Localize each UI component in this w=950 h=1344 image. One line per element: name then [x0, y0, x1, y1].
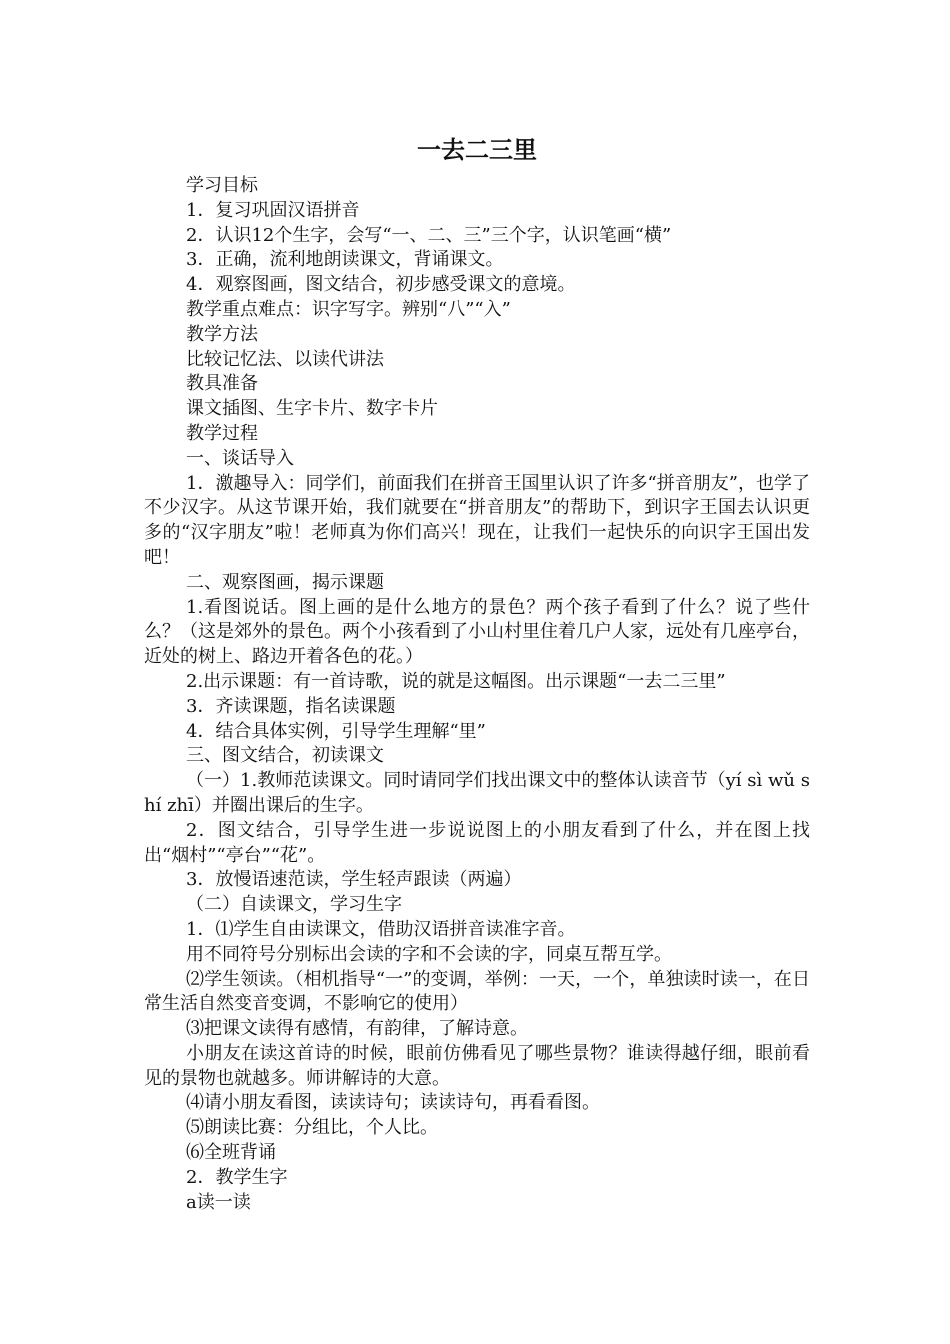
- paragraph: 三、图文结合，初读课文: [186, 745, 384, 767]
- paragraph: 教学重点难点：识字写字。辨别“八”“入”: [186, 298, 511, 320]
- paragraph: 1．复习巩固汉语拼音: [186, 199, 360, 221]
- paragraph: 3．放慢语速范读，学生轻声跟读（两遍）: [186, 869, 522, 891]
- paragraph: 4．观察图画，图文结合，初步感受课文的意境。: [186, 274, 576, 296]
- document-title: 一去二三里: [417, 135, 537, 164]
- paragraph: 4．结合具体实例，引导学生理解“里”: [186, 720, 486, 742]
- paragraph: 3．齐读课题，指名读课题: [186, 695, 396, 717]
- paragraph: 用不同符号分别标出会读的字和不会读的字，同桌互帮互学。: [186, 943, 672, 965]
- paragraph: 教学过程: [186, 422, 258, 444]
- paragraph: 小朋友在读这首诗的时候，眼前仿佛看见了哪些景物？谁读得越仔细，眼前看见的景物也就越多。师讲解诗的大意。: [144, 1042, 810, 1089]
- paragraph: 比较记忆法、以读代讲法: [186, 348, 384, 370]
- paragraph: 1．⑴学生自由读课文，借助汉语拼音读准字音。: [186, 918, 576, 940]
- paragraph: 3．正确，流利地朗读课文，背诵课文。: [186, 249, 504, 271]
- paragraph: 2．认识12个生字，会写“一、二、三”三个字，认识笔画“横”: [186, 224, 672, 246]
- paragraph: （一）1.教师范读课文。同时请同学们找出课文中的整体认读音节（yí sì wǔ shí zhī）并圈出课后的生字。: [144, 770, 810, 816]
- paragraph: 学习目标: [186, 175, 258, 196]
- paragraph: a读一读: [186, 1191, 251, 1213]
- paragraph: 教具准备: [186, 373, 258, 395]
- paragraph: ⑹全班背诵: [186, 1142, 276, 1164]
- document-body: [144, 134, 810, 1215]
- paragraph: （二）自读课文，学习生字: [186, 894, 402, 916]
- paragraph: 1.看图说话。图上画的是什么地方的景色？两个孩子看到了什么？说了些什么？（这是郊外的景色。两个小孩看到了小山村里住着几户人家，远处有几座亭台，近处的树上、路边开着各色的花。）: [144, 596, 810, 668]
- paragraph: 二、观察图画，揭示课题: [186, 571, 384, 593]
- paragraph: 教学方法: [186, 323, 258, 345]
- paragraph: ⑶把课文读得有感情，有韵律，了解诗意。: [186, 1018, 528, 1040]
- paragraph: 一、谈话导入: [186, 447, 294, 469]
- paragraph: 2．教学生字: [186, 1166, 288, 1188]
- paragraph: ⑷请小朋友看图，读读诗句；读读诗句，再看看图。: [186, 1092, 600, 1114]
- paragraph: 2．图文结合，引导学生进一步说说图上的小朋友看到了什么，并在图上找出“烟村”“亭台”“花”。: [144, 819, 810, 866]
- paragraph: 课文插图、生字卡片、数字卡片: [186, 398, 438, 420]
- paragraph: 2.出示课题：有一首诗歌，说的就是这幅图。出示课题“一去二三里”: [186, 670, 726, 692]
- paragraph: 1．激趣导入：同学们，前面我们在拼音王国里认识了许多“拼音朋友”，也学了不少汉字。从这节课开始，我们就要在“拼音朋友”的帮助下，到识字王国去认识更多的“汉字朋友”啦！老师真为你们高兴！现在，让我们一起快乐的向识字王国出发吧！: [144, 472, 810, 568]
- paragraph: ⑸朗读比赛：分组比，个人比。: [186, 1117, 438, 1139]
- paragraph: ⑵学生领读。（相机指导“一”的变调，举例：一天，一个，单独读时读一，在日常生活自然变音变调，不影响它的使用）: [144, 968, 810, 1015]
